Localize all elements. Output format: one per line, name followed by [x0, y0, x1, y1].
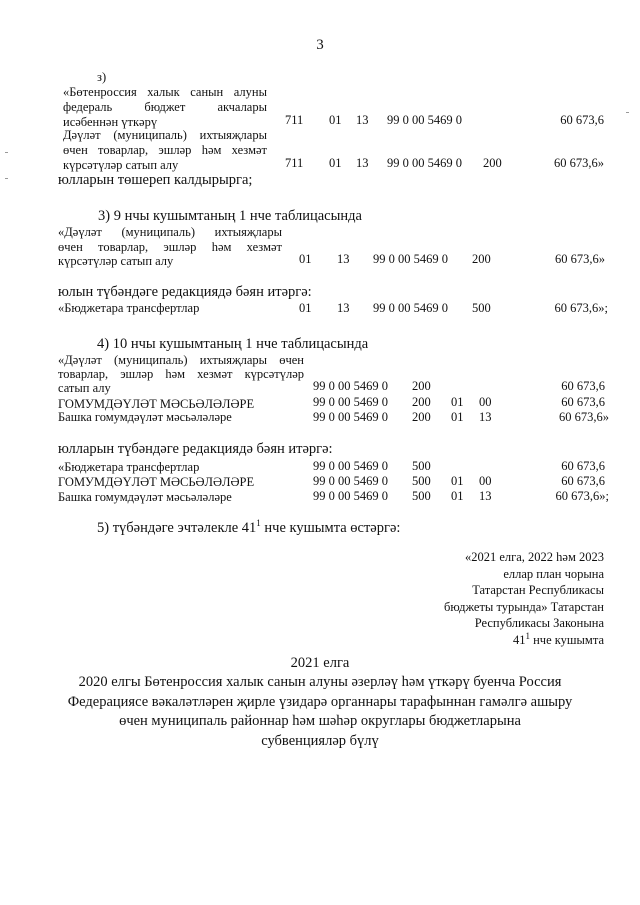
scan-mark [626, 112, 629, 113]
annex-line-4: бюджеты турында» Татарстан [444, 599, 604, 614]
row-label: «Бюджетара трансфертлар [58, 460, 200, 474]
amount: 60 673,6 [560, 113, 604, 127]
section-4-line-2: товарлар, эшләр һәм хезмәт күрсәтүләр [58, 367, 304, 381]
annex-reference [344, 549, 604, 648]
code-expense-type: 200 [472, 252, 491, 266]
title-line-2: Федерациясе вәкаләтләрен җирле үзидарә органнары тарафыннан гамәлгә ашыру [67, 694, 573, 710]
section-3-line-4: «Бюджетара трансфертлар [58, 301, 200, 315]
code-subsection: 13 [479, 489, 492, 503]
section-3-line-3: күрсәтүләр сатып алу [58, 254, 174, 268]
row-label: Башка гомумдәүләт мәсьәләләре [58, 410, 232, 424]
code-section: 01 [299, 252, 312, 266]
amount: 60 673,6» [559, 410, 609, 424]
code-section: 01 [329, 113, 342, 127]
section-3-line-1: «Дәүләт (муниципаль) ихтыяҗлары [58, 225, 282, 239]
section-3-intro: юлын түбәндәге редакциядә бәян итәргә: [58, 284, 312, 300]
section-5-text: 5) түбәндәге эчтәлекле $41^1$ нче кушымта өстәргә: [97, 518, 401, 536]
section-3z-line-5: өчен товарлар, эшләр һәм хезмәт [63, 143, 267, 157]
code-section: 01 [299, 301, 312, 315]
code-ministry: 711 [285, 113, 304, 127]
code-subsection: 13 [356, 156, 369, 170]
code-target: 99 0 00 5469 0 [387, 156, 462, 170]
title-line-1: 2020 елгы Бөтенроссия халык санын алуны әзерләү һәм үткәрү буенча Россия [78, 674, 562, 690]
code-ministry: 711 [285, 156, 304, 170]
code-expense-type: 200 [412, 395, 431, 409]
code-subsection: 13 [337, 252, 350, 266]
amount: 60 673,6 [561, 474, 605, 488]
code-expense-type: 500 [472, 301, 491, 315]
code-expense-type: 200 [483, 156, 502, 170]
code-expense-type: 200 [412, 379, 431, 393]
section-3z-line-2: федераль бюджет акчалары [63, 100, 267, 114]
code-section: 01 [451, 489, 464, 503]
code-expense-type: 500 [412, 459, 431, 473]
title-year: 2021 елга [290, 655, 350, 671]
scan-mark [5, 152, 8, 153]
code-subsection: 13 [356, 113, 369, 127]
amount: 60 673,6» [554, 156, 604, 170]
code-expense-type: 500 [412, 489, 431, 503]
section-4-line-1: «Дәүләт (муниципаль) ихтыяҗлары өчен [58, 353, 304, 367]
code-target: 99 0 00 5469 0 [313, 410, 388, 424]
section-3-heading: 3) 9 нчы кушымтаның 1 нче таблицасында [98, 208, 362, 224]
page-number: 3 [316, 37, 324, 53]
section-3z-line-3: исәбеннән үткәрү [63, 115, 158, 129]
code-section: 01 [451, 395, 464, 409]
annex-line-2: еллар план чорына [503, 566, 604, 581]
title-line-3: өчен муниципаль районнар һәм шәһәр округлары бюджетларына [119, 713, 521, 729]
row-label: сатып алу [58, 381, 111, 395]
annex-line-1: «2021 елга, 2022 һәм 2023 [464, 550, 604, 564]
code-section: 01 [451, 474, 464, 488]
code-subsection: 00 [479, 395, 492, 409]
code-target: 99 0 00 5469 0 [373, 301, 448, 315]
row-label: ГОМУМДӘҮЛӘТ МӘСЬӘЛӘЛӘРЕ [58, 397, 255, 411]
title-line-4: субвенцияләр бүлү [261, 733, 379, 749]
row-label: ГОМУМДӘҮЛӘТ МӘСЬӘЛӘЛӘРЕ [58, 475, 255, 489]
code-expense-type: 200 [412, 410, 431, 424]
scan-mark [5, 178, 8, 179]
row-label: Башка гомумдәүләт мәсьәләләре [58, 490, 232, 504]
code-target: 99 0 00 5469 0 [387, 113, 462, 127]
annex-line-3: Татарстан Республикасы [472, 583, 604, 597]
code-section: 01 [451, 410, 464, 424]
amount: 60 673,6 [561, 379, 605, 393]
code-expense-type: 500 [412, 474, 431, 488]
section-3z-line-6: күрсәтүләр сатып алу [63, 158, 179, 172]
code-target: 99 0 00 5469 0 [313, 379, 388, 393]
section-3-line-2: өчен товарлар, эшләр һәм хезмәт [58, 240, 282, 254]
annex-number: $41^1$ нче кушымта [512, 630, 604, 647]
code-section: 01 [329, 156, 342, 170]
code-subsection: 13 [479, 410, 492, 424]
amount: 60 673,6» [555, 252, 605, 266]
amount: 60 673,6 [561, 395, 605, 409]
code-target: 99 0 00 5469 0 [373, 252, 448, 266]
code-subsection: 00 [479, 474, 492, 488]
code-target: 99 0 00 5469 0 [313, 474, 388, 488]
amount: 60 673,6 [561, 459, 605, 473]
section-3z-line-4: Дәүләт (муниципаль) ихтыяҗлары [63, 128, 267, 142]
section-3z-tail: юлларын төшереп калдырырга; [58, 172, 253, 188]
section-4-intro: юлларын түбәндәге редакциядә бәян итәргә: [58, 441, 333, 457]
section-3z-label: з) [97, 70, 107, 84]
section-4-heading: 4) 10 нчы кушымтаның 1 нче таблицасында [97, 336, 369, 352]
amount: 60 673,6»; [554, 301, 608, 315]
code-target: 99 0 00 5469 0 [313, 489, 388, 503]
annex-line-5: Республикасы Законына [474, 616, 604, 630]
amount: 60 673,6»; [555, 489, 609, 503]
code-target: 99 0 00 5469 0 [313, 459, 388, 473]
code-subsection: 13 [337, 301, 350, 315]
code-target: 99 0 00 5469 0 [313, 395, 388, 409]
section-3z-line-1: «Бөтенроссия халык санын алуны [63, 85, 267, 99]
